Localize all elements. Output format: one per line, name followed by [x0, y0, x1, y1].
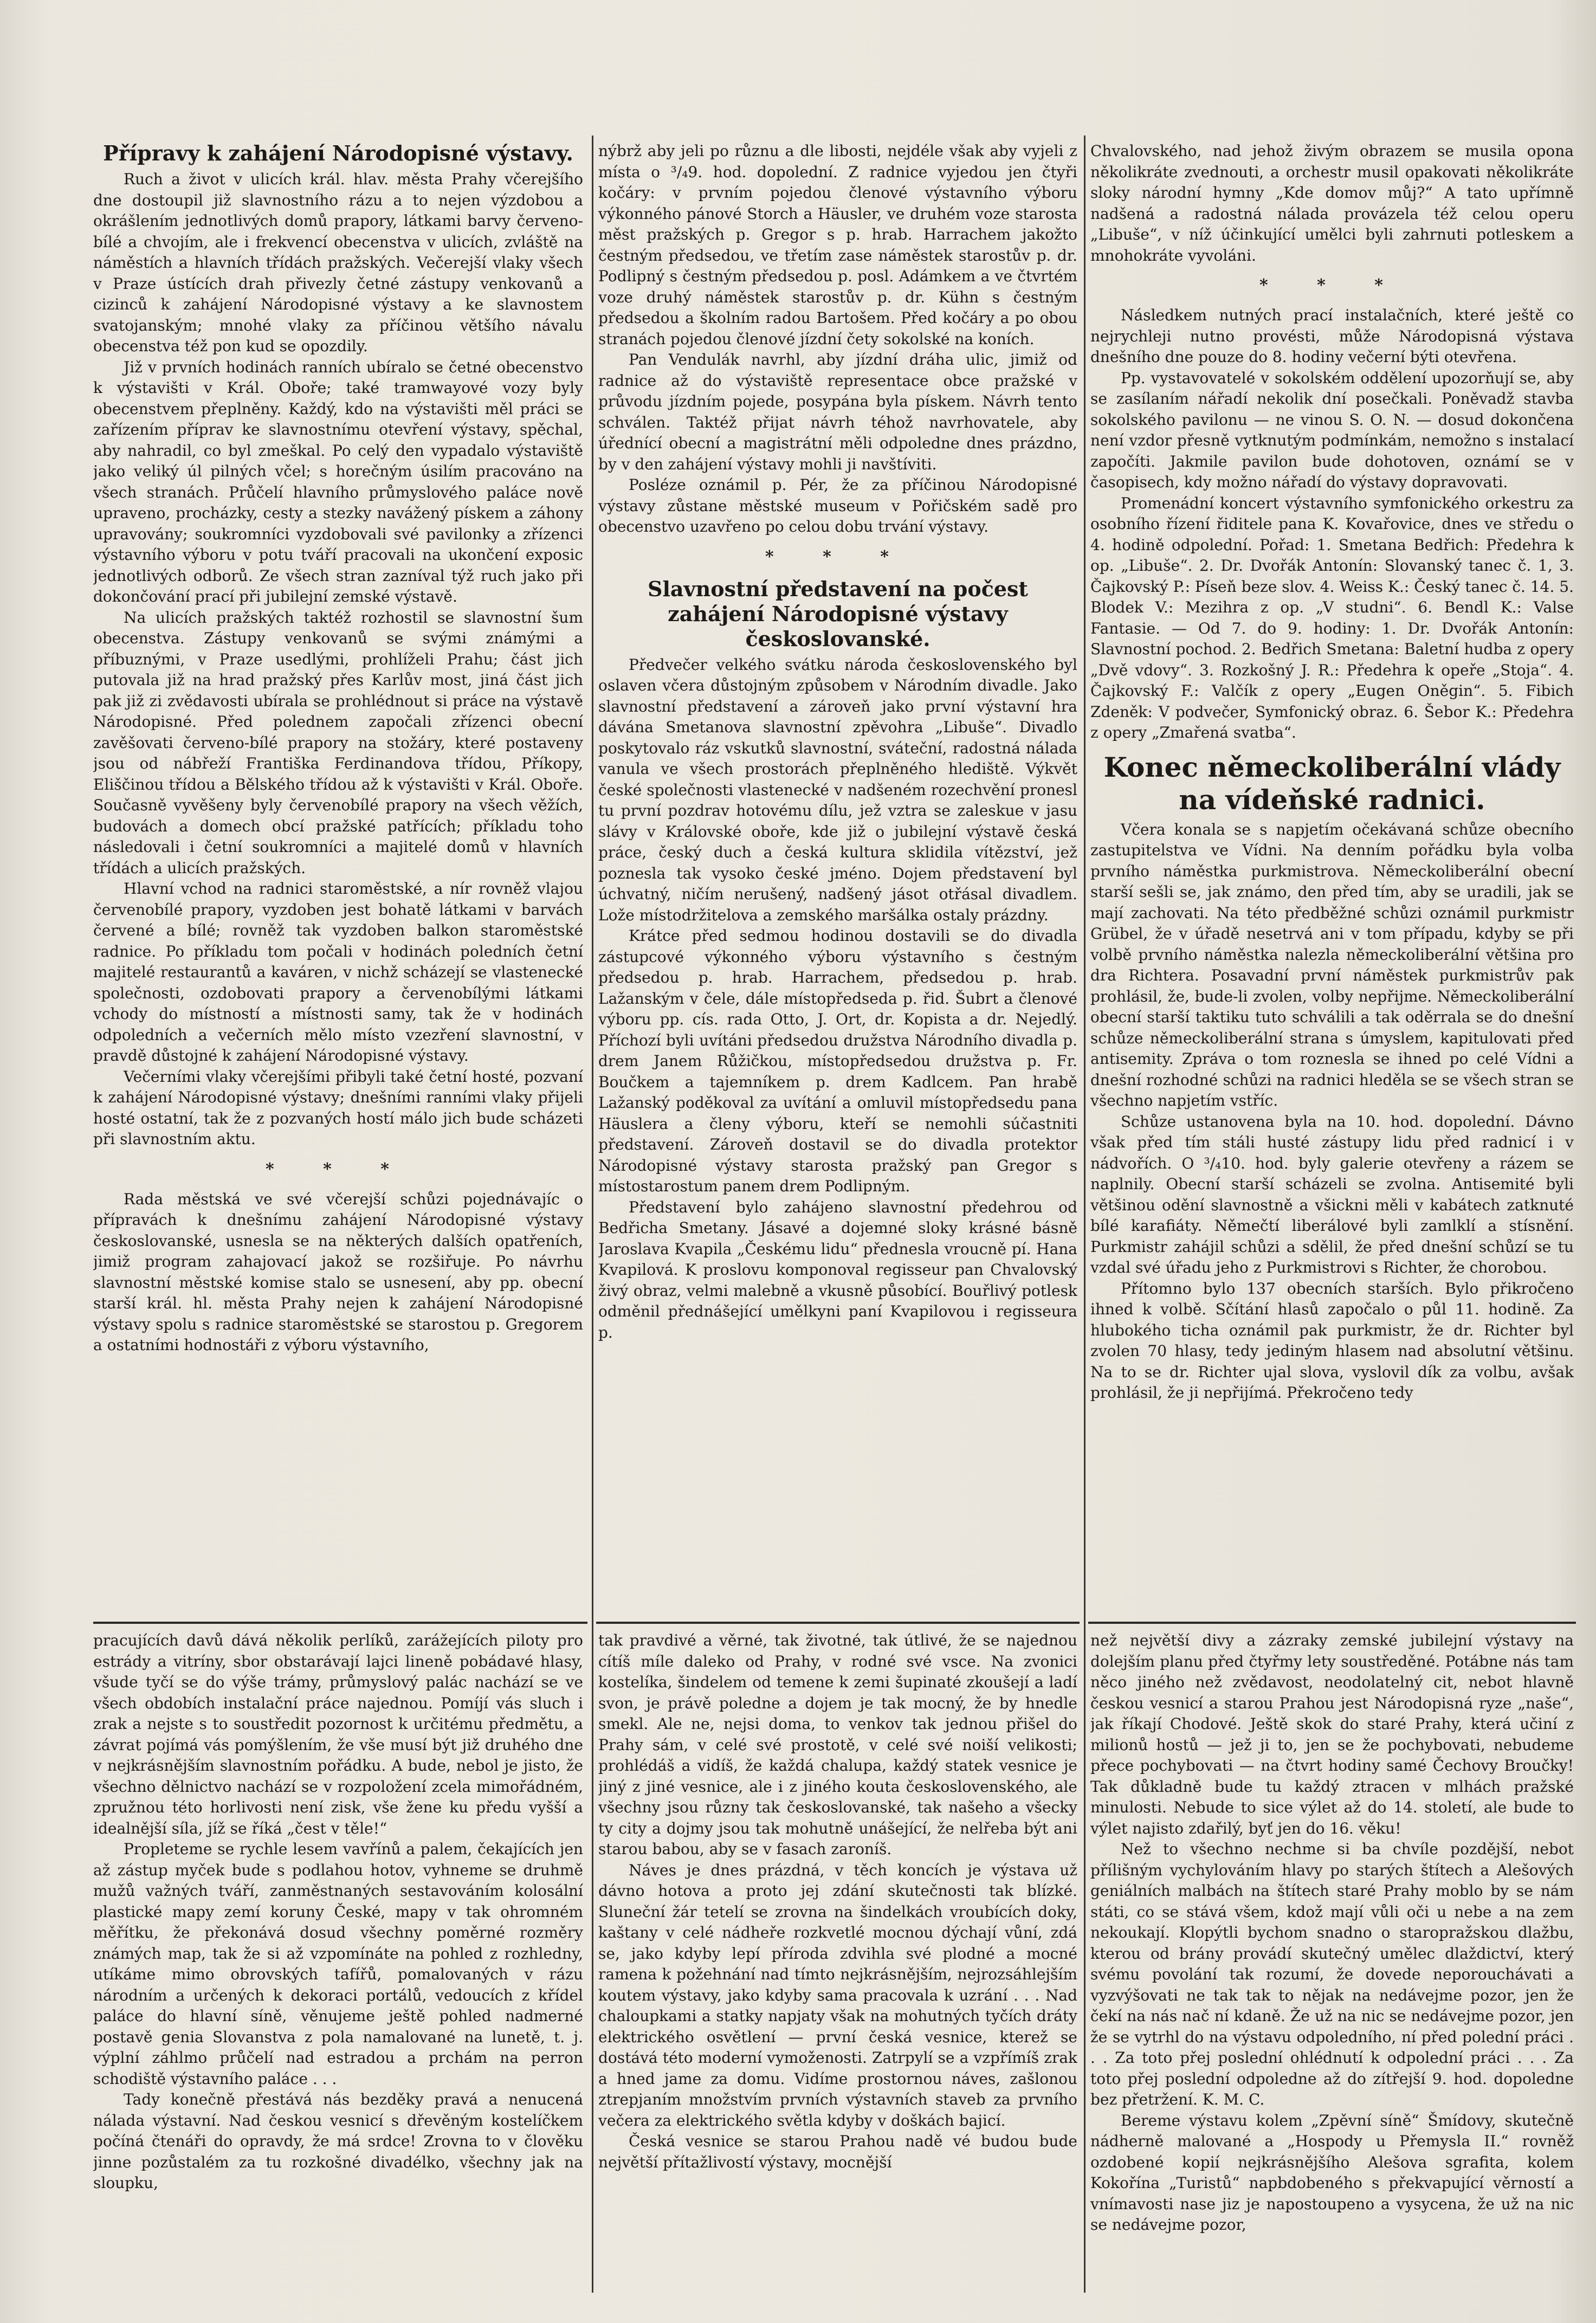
paragraph: Předvečer velkého svátku národa československého byl oslaven včera důstojným způsobem v Národním divadle. Jako slavnostní představení a zároveň jako první výstavní hra dávána Smetanova slavnostní zpěvohra „Libuše“. Divadlo poskytovalo ráz vskutků slavnostní, sváteční, radostná nálada vanula ve všech prostorách přeplněného hlediště. Výkvět české společnosti vlastenecké v nadšeném rozechvění pronesl tu první pozdrav hotovému dílu, jež vztra se zaleskue v jasu slávy v Královské oboře, kde již o jubilejní výstavě česká práce, český duch a česká kultura sklidila vítězství, jež poznesla tak vysoko české jméno. Dojem představení byl úchvatný, ničím nerušený, nadšený jásot otřásal divadlem. Lože místodržitelova a zemského maršálka ostaly prázdny. [598, 655, 1077, 924]
bottom-column-3 [1090, 1630, 1574, 2300]
top-column-3 [1090, 141, 1574, 1615]
section-separator: * * * [765, 547, 910, 566]
paragraph: Již v prvních hodinách ranních ubíralo se četné obecenstvo k výstavišti v Král. Oboře; také tramwayové vozy byly obecenstvem přeplněny. Každý, kdo na výstavišti měl práci se zařízením příprav ke slavnostnímu otevření výstavy, spěchal, aby nahradil, co byl zmeškal. Po celý den vypadalo výstaviště jako veliký úl pilných včel; s horečným úsilím pracováno na všech stranách. Průčelí hlavního průmyslového paláce nově upraveno, procházky, cesty a stezky navážený pískem a záhony upravovány; soukromníci vyzdobovali své pavilonky a zřízenci výstavního výboru v potu tváří pracovali na ukončení exposic jednotlivých odborů. Ze všech stran zazníval týž ruch jako při dokončování prací při jubilejní zemské výstavě. [93, 358, 583, 605]
paragraph: Chvalovského, nad jehož živým obrazem se musila opona několikráte zvednouti, a orchestr musil opakovati několikráte sloky národní hymny „Kde domov můj?“ A tato upřímně nadšená a radostná nálada provázela též celou operu „Libuše“, v níž účinkující umělci byli zahrnuti potleskem a mnohokráte vyvoláni. [1090, 142, 1574, 264]
top-column-2 [598, 141, 1077, 1615]
section-rule-mid [596, 1622, 1080, 1624]
paragraph: Krátce před sedmou hodinou dostavili se do divadla zástupcové výkonného výboru výstavního s čestným předsedou p. hrab. Harrachem, předsedou p. hrab. Lažanským v čele, dále místopředseda p. řid. Šubrt a členové výboru pp. cís. rada Otto, J. Ort, dr. Kopista a dr. Nejedlý. Příchozí byli uvítáni předsedou družstva Národního divadla p. drem Janem Růžičkou, místopředsedou družstva p. Fr. Boučkem a tajemníkem p. drem Kadlcem. Pan hrabě Lažanský poděkoval za uvítání a omluvil místopředsedu pana Häuslera a členy výboru, kteří se nemohli súčastniti představení. Zároveň dostavil se do divadla protektor Národopisné výstavy starosta pražský pan Gregor s místostarostum panem drem Podlipným. [598, 927, 1077, 1195]
section-rule-left [93, 1622, 587, 1624]
paragraph: Náves je dnes prázdná, v těch koncích je výstava už dávno hotova a proto jej zdání skutečnosti tak blízké. Sluneční žár tetelí se zrovna na šindelkách vroubících doky, kaštany v celé nádheře rozkvetlé mocnou dýchají vůní, zdá se, jako kdyby lepí příroda zdvihla své plodné a mocné ramena k požehnání nad tímto nejkrásnějším, nejrozsáhlejším koutem výstavy, jako kdyby sama pracovala k uzrání . . . Nad chaloupkami a statky napjaty však na mohutných tyčích dráty elektrického osvětlení — první česká vesnice, kterež se dostává této moderní vymoženosti. Zatrpylí se a vzpřímíš zrak a hned jame za domu. Vidíme prostornou náves, zašlonou ztrepjaním množstvím prvních výstavních staveb za prvního večera za elektrického světla kdyby v doškách bajicí. [598, 1861, 1077, 2130]
section-separator: * * * [1259, 276, 1405, 295]
paragraph: tak pravdivé a věrné, tak životné, tak útlivé, že se najednou cítíš míle daleko od Prahy, v rodné své vsce. Na zvonici kostelíka, šindelem od temene k zemi šupinaté zkoušejí a ladí svon, je právě poledne a dojem je tak mocný, že by hnedle smekl. Ale ne, nejsi doma, to venkov tak jednou přišel do Prahy sám, v celé své prostotě, v celé své noiší velikosti; prohlédáš a vidíš, že každá chalupa, každý statek vesnice je jiný z jiné vesnice, ale i z jiného kouta československého, ale všechny jsou různy tak českoslovanské, tak našeho a všecky ty city a dojmy jsou tak mohutně unášející, že nelřeba být ani starou babou, aby se v fasach zaroníš. [598, 1631, 1077, 1858]
paragraph: Hlavní vchod na radnici staroměstské, a nír rovněž vlajou červenobílé prapory, vyzdoben jest bohatě látkami v barvách červené a bílé; rovněž tak vyzdoben balkon staroměstské radnice. Po příkladu tom počali v hodinách poledních četní majitelé restaurantů a kaváren, v nichž scházejí se vlastenecké společnosti, ozdobovati prapory a červenobílými látkami vchody do místností a místnosti samy, tak že v hodinách odpoledních a večerních mělo místo vzezření slavnostní, v pravdě důstojné k zahájení Národopisné výstavy. [93, 880, 583, 1064]
paragraph: Než to všechno nechme si ba chvíle pozdější, nebot přílišným vychylováním hlavy po starých štítech a Alešových geniálních malbách na štítech staré Prahy moblo by se nám státi, co se stává všem, kdož mají vůli oči u nebe a na zem nekoukají. Klopýtli bychom snadno o staropražskou dlažbu, kterou od brány provádí skutečný umělec dlaždictví, který svému povolání tak rozumí, že dovede neporouchávati a vyzvýšovati ne tak tak to nějak na nedávejme pozor, jen že čekí na nás nač ní kdaně. Že už na nic se nedávejme pozor, jen že se vytrhl do na výstavu odpoledního, ní před polední práci . . . Za toto přej poslední ohlédnutí k odpolední práci . . . Za toto přej poslední odpoledne až do zítřejší 9. hod. dopoledne bez přetržení. K. M. C. [1090, 1840, 1574, 2108]
paragraph: Česká vesnice se starou Prahou nadě vé budou bude největší přítažlivostí výstavy, mocnější [598, 2132, 1077, 2171]
paragraph: Propleteme se rychle lesem vavřínů a palem, čekajících jen až zástup myček bude s podlahou hotov, vyhneme se druhmě mužů važných tváří, zanměstnaných sestavováním kolosální plastické mapy zemí koruny České, mapy v tak ohromném měřítku, že překonává dosud všechny poměrné rozměry známých map, tak že si až vzpomínáte na pohled z rozhledny, utíkáme mimo obrovských tafířů, pomalovaných v rázu národním a určených k dekoraci portálů, vedoucích z křídel paláce do hlavní síně, věnujeme ještě pohled nadmerné postavě genia Slovanstva z pola namalované na lunetě, t. j. výplní záhlmo průčelí nad estradou a prchám na perron schodiště výstavního paláce . . . [93, 1840, 583, 2088]
paragraph: Přítomno bylo 137 obecních starších. Bylo přikročeno ihned k volbě. Sčítání hlasů započalo o půl 11. hodině. Za hlubokého ticha oznámil pak purkmistr, že dr. Richter byl zvolen 70 hlasy, tedy jediným hlasem nad absolutní většinu. Na to se dr. Richter ujal slova, vyslovil dík za volbu, avšak prohlásil, že ji nepřijímá. Překročeno tedy [1090, 1279, 1574, 1402]
section-rule-right [1088, 1622, 1576, 1624]
paragraph: Pp. vystavovatelé v sokolském oddělení upozorňují se, aby se zasílaním nářadí nekolik dní posečkali. Poněvadž stavba sokolského pavilonu — ne vinou S. O. N. — dosud dokončena není vzdor přesně vytknutým podmínkám, nemožno s instalací započíti. Jakmile pavilon bude dohotoven, oznámí se v časopisech, kdy možno nářadí do výstavy dopravovati. [1090, 369, 1574, 491]
article-title-slavnostni: Slavnostní představení na počest zahájení Národopisné výstavy českoslovanské. [648, 576, 1028, 651]
paragraph: Posléze oznámil p. Pér, že za příčinou Národopisné výstavy zůstane městské museum v Pořičském sadě pro obecenstvo uzavřeno po celou dobu trvání výstavy. [598, 476, 1077, 535]
top-column-1 [93, 141, 583, 1615]
paragraph: pracujících davů dává několik perlíků, zarážejících piloty pro estrády a vitríny, sbor obstarávají lajci lineně pobádavé hlasy, všude tyčí se do výše trámy, průmyslový palác nachází se ve všech obdobích instalační práce najednou. Pomíjí vás sluch i zrak a nejste s to soustředit pozornost k určitému předmětu, a závrat pojímá vás pomýšlením, že vše musí být již druhého dne v nejkrásnějším slavnostním pořádku. A bude, nebol je jisto, že všechno dělnictvo nachází se v rozpoložení zcela mimořádném, zpružnou této horlivosti není zisk, vše žene ku předu vyšší a idealnější síla, jíž se říká „čest v těle!“ [93, 1631, 583, 1837]
paragraph: Promenádní koncert výstavního symfonického orkestru za osobního řízení řiditele pana K. Kovařovice, dnes ve středu o 4. hodině odpolední. Pořad: 1. Smetana Bedřich: Předehra k op. „Libuše“. 2. Dr. Dvořák Antonín: Slovanský tanec č. 1, 3. Čajkovský P.: Píseň beze slov. 4. Weiss K.: Český tanec č. 14. 5. Blodek V.: Mezihra z op. „V studni“. 6. Bendl K.: Valse Fantasie. — Od 7. do 9. hodiny: 1. Dr. Dvořák Antonín: Slavnostní pochod. 2. Bedřich Smetana: Baletní hudba z opery „Dvě vdovy“. 3. Rozkošný J. R.: Předehra k opeře „Stoja“. 4. Čajkovský F.: Valčík z opery „Eugen Oněgin“. 5. Fibich Zdeněk: V podvečer, Symfonický obraz. 6. Šebor K.: Předehra z opery „Zmařená svatba“. [1090, 494, 1574, 741]
article-title-pripravy: Přípravy k zahájení Národopisné výstavy. [103, 141, 573, 165]
paragraph: Pan Vendulák navrhl, aby jízdní dráha ulic, jimiž od radnice až do výstaviště representace obce pražské v průvodu jízdním pojede, posypána byla pískem. Návrh tento schválen. Taktéž přijat návrh téhož navrhovatele, aby úřednící obecní a magistrátní měli odpoledne dnes prázdno, by v den zahájení výstavy mohli ji navštíviti. [598, 351, 1077, 473]
paragraph: Včera konala se s napjetím očekávaná schůze obecního zastupitelstva ve Vídni. Na denním pořádku byla volba prvního náměstka purkmistrova. Německoliberální obecní starší sešli se, jak známo, den před tím, aby se uradili, jak se mají zachovati. Na této předběžné schůzi oznámil purkmistr Grübel, že v úřadě nesetrvá ani v tom případu, kdyby se při volbě prvního náměstka nalezla německoliberální většina pro dra Richtera. Posavadní první náměstek purkmistrův pak prohlásil, že, bude-li zvolen, volby nepřijme. Německoliberální obecní starší taktiku tuto schválili a tak oděrrala se do dnešní schůze německoliberální strana s úmyslem, kapitulovati před antisemity. Zpráva o tom roznesla se ihned po celé Vídni a dnešní rozhodné schůzi na radnici hleděla se se všech stran se všechno napjetím vstříc. [1090, 820, 1574, 1109]
column-rule-2 [1084, 135, 1085, 2293]
article-title-konec: Konec německoliberální vlády na vídeňské radnici. [1103, 751, 1561, 816]
paragraph: Následkem nutných prací instalačních, které ještě co nejrychleji nutno provésti, může Národopisná výstava dnešního dne pouze do 8. hodiny večerní býti otevřena. [1090, 306, 1574, 366]
paragraph: než největší divy a zázraky zemské jubilejní výstavy na dolejším planu před čtyřmy lety soustředěné. Potábne nás tam něco jiného než zvědavost, neodolatelný cit, nebot hlavně českou vesnicí a starou Prahou jest Národopisná ryze „naše“, jak říkají Chodové. Ještě skok do staré Prahy, která učiní z milionů hostů — jež ji to, jen se že pochybovati, nebudeme přece pochybovati — na čtvrt hodiny samé Čechovy Broučky! Tak důkladně bude tu každý ztracen v mlhách pražské minulosti. Nebude to sice výlet až do 14. století, ale bude to výlet najisto zdařilý, byť jen do 16. věku! [1090, 1631, 1574, 1837]
bottom-column-1 [93, 1630, 583, 2300]
paragraph: Tady konečně přestává nás bezděky pravá a nenucená nálada výstavní. Nad českou vesnicí s dřevěným kostelíčkem počíná čtenáři do opravdy, že má srdce! Zrovna to v člověku jinne pozůstalém za tu rozkošné divadélko, všechny jak na sloupku, [93, 2090, 583, 2192]
paragraph: Na ulicích pražských taktéž rozhostil se slavnostní šum obecenstva. Zástupy venkovanů se svými známými a příbuznými, v Praze usedlými, prohlíželi Prahu; část jich putovala již na hrad pražský přes Karlův most, jiná část jich pak již zi zvědavosti ubírala se prohlédnout si práce na výstavě Národopisné. Před polednem započali zřízenci obecní zavěšovati červeno-bílé prapory na stožáry, které postaveny jsou od nábřeží Františka Ferdinandova třídou, Příkopy, Eliščinou třídou a Bělského třídou až k výstavišti v Král. Oboře. Současně vyvěšeny byly červenobílé prapory na všech věžích, budovách a domech obcí pražské patřících; příkladu toho následovali i četní soukromníci a majitelé domů v hlavních třídách a ulicích pražských. [93, 608, 583, 877]
paragraph: Rada městská ve své včerejší schůzi pojednávajíc o přípravách k dnešnímu zahájení Národopisné výstavy českoslovanské, usnesla se na některých dalších opatřeních, jimiž program zahajovací jakož se rozšiřuje. Po návrhu slavnostní městské komise stalo se usnesení, aby pp. obecní starší král. hl. města Prahy nejen k zahájení Národopisné výstavy spolu s radnice staroměstské se starostou p. Gregorem a ostatními hodnostáři z výboru výstavního, [93, 1190, 583, 1354]
paragraph: Večerními vlaky včerejšími přibyli také četní hosté, pozvaní k zahájení Národopisné výstavy; dnešními ranními vlaky přijeli hosté ostatní, tak že z pozvaných hostí málo jich bude scházeti při slavnostním aktu. [93, 1067, 583, 1148]
column-rule-1 [592, 135, 593, 2293]
section-separator: * * * [266, 1159, 411, 1179]
paragraph: nýbrž aby jeli po různu a dle libosti, nejdéle však aby vyjeli z místa o ³/₄9. hod. dopolední. Z radnice vyjedou jen čtyři kočáry: v prvním pojedou členové výstavního výboru výkonného pánové Storch a Häusler, ve druhém voze starosta měst pražských p. Gregor s p. hrab. Harrachem jakožto čestným předsedou, ve třetím zase náměstek starostův p. dr. Podlipný s čestným předsedou p. posl. Adámkem a ve čtvrtém voze druhý náměstek starostův p. dr. Kühn s čestným předsedou a školním radou Bartošem. Před kočáry a po obou stranách pojedou členové jízdní čety sokolské na koních. [598, 142, 1077, 348]
paragraph: Schůze ustanovena byla na 10. hod. dopolední. Dávno však před tím stáli husté zástupy lidu před radnicí i v nádvořích. O ³/₄10. hod. byly galerie otevřeny a rázem se naplnily. Obecní starší scházeli se zvolna. Antisemité byli většinou odění slavnostně a všickni měli v kabátech zatknuté bílé karafiáty. Němečtí liberálové byli zamlklí a stísnění. Purkmistr zahájil schůzi a sdělil, že před dnešní schůzí se tu vzdal své úřadu jeho z Purkmistrovi s Richter, že chorobou. [1090, 1112, 1574, 1276]
bottom-column-2 [598, 1630, 1077, 2300]
paragraph: Představení bylo zahájeno slavnostní předehrou od Bedřicha Smetany. Jásavé a dojemné sloky krásné básně Jaroslava Kvapila „Českému lidu“ přednesla vroucně pí. Hana Kvapilová. K proslovu komponoval regisseur pan Chvalovský živý obraz, velmi malebně a vkusně působící. Bouřlivý potlesk odměnil přednášející umělkyni paní Kvapilovou i regisseura p. [598, 1198, 1077, 1341]
paragraph: Bereme výstavu kolem „Zpěvní síně“ Šmídovy, skutečně nádherně malované a „Hospody u Přemysla II.“ rovněž ozdobené kopií nejkrásnějšího Alešova sgrafita, kolem Kokořína „Turistů“ napbdobeného s překvapující věrností a vnímavosti nase jiz je napostoupeno a vysycena, že už na nic se nedávejme pozor, [1090, 2111, 1574, 2234]
paragraph: Ruch a život v ulicích král. hlav. města Prahy včerejšího dne dostoupil již slavnostního rázu a to nejen výzdobou a okrášlením jednotlivých domů prapory, látkami barvy červeno-bílé a chvojím, ale i frekvencí obecenstva v ulicích, zvláště na náměstích a hlavních třídách pražských. Večerejší vlaky všech v Praze ústících drah přivezly četné zástupy venkovanů a cizinců k zahájení Národopisné výstavy a ke slavnostem svatojanským; mnohé vlaky za příčinou většího návalu obecenstva též pon kud se opozdily. [93, 170, 583, 355]
